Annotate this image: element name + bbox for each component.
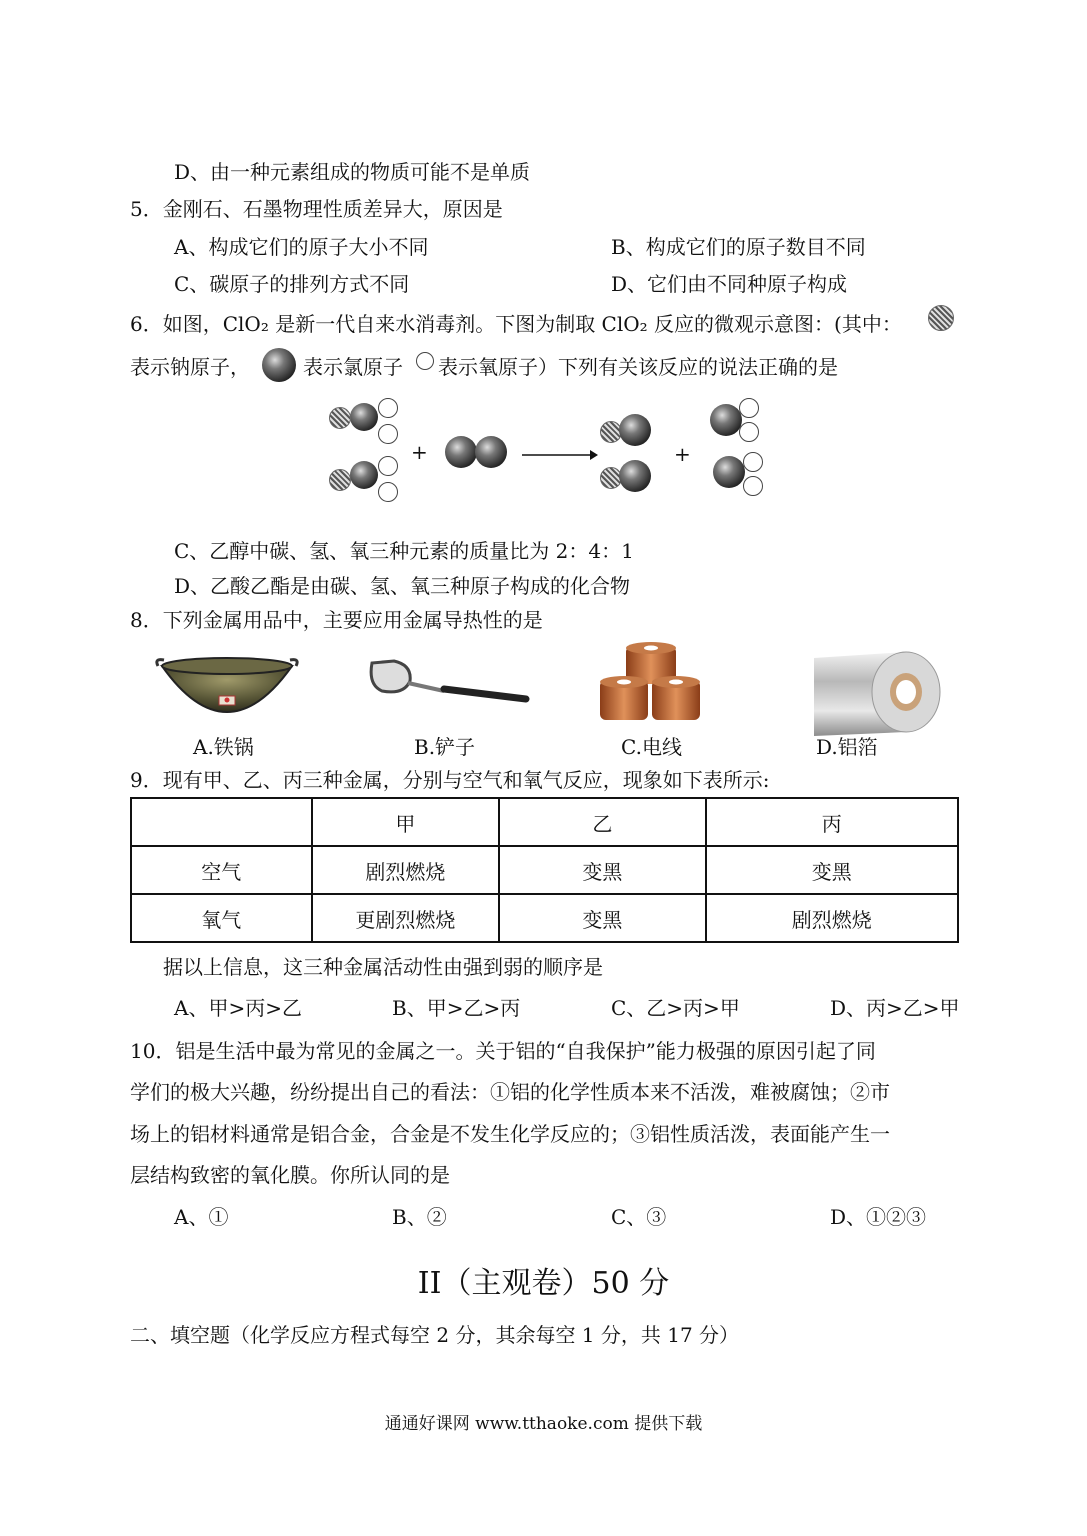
oxygen-atom (743, 476, 763, 496)
option-b-label: B.铲子 (414, 735, 476, 759)
chlorine-atom (475, 436, 507, 468)
chlorine-atom-legend-icon (262, 348, 296, 382)
plus-sign: + (411, 440, 428, 464)
q5-stem: 5．金刚石、石墨物理性质差异大，原因是 (130, 197, 503, 221)
q9-option-a: A、甲>丙>乙 (174, 996, 302, 1020)
q9-question: 据以上信息，这三种金属活动性由强到弱的顺序是 (163, 955, 603, 979)
q6-stem-line2a: 表示钠原子， (130, 355, 250, 379)
page-footer: 通通好课网 www.tthaoke.com 提供下载 (384, 1414, 703, 1434)
chlorine-atom (619, 460, 651, 492)
iron-wok-image (152, 648, 302, 728)
section-heading: 二、填空题（化学反应方程式每空 2 分，其余每空 1 分，共 17 分） (130, 1323, 740, 1347)
table-header-cell (131, 798, 312, 846)
q6-stem-line2b: 表示氯原子 (303, 355, 403, 379)
chlorine-atom (713, 456, 745, 488)
chlorine-atom (619, 414, 651, 446)
copper-wire-image (596, 640, 706, 728)
q10-line3: 场上的铝材料通常是铝合金，合金是不发生化学反应的；③铝性质活泼，表面能产生一 (130, 1122, 890, 1146)
table-cell: 氧气 (131, 894, 312, 942)
oxygen-atom (378, 424, 398, 444)
q10-option-a: A、① (174, 1205, 229, 1229)
q8-stem: 8．下列金属用品中，主要应用金属导热性的是 (130, 608, 543, 632)
q9-stem: 9．现有甲、乙、丙三种金属，分别与空气和氧气反应，现象如下表所示: (130, 768, 770, 792)
oxygen-atom (739, 398, 759, 418)
q5-option-d: D、它们由不同种原子构成 (611, 272, 848, 296)
chlorine-atom (445, 436, 477, 468)
plus-sign: + (674, 442, 691, 466)
q10-option-b: B、② (392, 1205, 447, 1229)
q5-option-c: C、碳原子的排列方式不同 (174, 272, 410, 296)
metal-reaction-table (130, 797, 959, 943)
q6-stem-line1: 6．如图，ClO₂ 是新一代自来水消毒剂。下图为制取 ClO₂ 反应的微观示意图：(其中： (130, 312, 902, 336)
table-cell: 变黑 (706, 846, 958, 894)
q9-option-b: B、甲>乙>丙 (392, 996, 521, 1020)
q6-stem-line2c: 表示氧原子）下列有关该反应的说法正确的是 (438, 355, 838, 379)
sodium-atom (329, 469, 351, 491)
q5-option-b: B、构成它们的原子数目不同 (611, 235, 866, 259)
q7-option-d: D、乙酸乙酯是由碳、氢、氧三种原子构成的化合物 (174, 574, 631, 598)
table-row (131, 846, 958, 894)
q5-option-a: A、构成它们的原子大小不同 (174, 235, 429, 259)
table-cell: 变黑 (499, 846, 706, 894)
table-cell: 变黑 (499, 894, 706, 942)
table-header-cell: 乙 (499, 798, 706, 846)
table-row (131, 894, 958, 942)
reaction-arrow-icon (522, 448, 598, 462)
table-header-row (131, 798, 958, 846)
q10-line1: 10．铝是生活中最为常见的金属之一。关于铝的“自我保护”能力极强的原因引起了同 (130, 1039, 876, 1063)
table-cell: 剧烈燃烧 (312, 846, 500, 894)
sodium-atom-legend-icon (928, 305, 954, 331)
spatula-image (364, 655, 534, 715)
table-header-cell: 甲 (312, 798, 500, 846)
option-a-label: A.铁锅 (193, 735, 254, 759)
q10-line2: 学们的极大兴趣，纷纷提出自己的看法：①铝的化学性质本来不活泼，难被腐蚀；②市 (130, 1080, 890, 1104)
aluminum-foil-image (806, 650, 946, 736)
oxygen-atom-legend-icon (416, 352, 434, 370)
oxygen-atom (743, 452, 763, 472)
chlorine-atom (350, 403, 378, 431)
oxygen-atom (378, 456, 398, 476)
option-d-label: D.铝箔 (816, 735, 878, 759)
q10-option-c: C、③ (611, 1205, 667, 1229)
option-c-label: C.电线 (621, 735, 682, 759)
q9-option-c: C、乙>丙>甲 (611, 996, 740, 1020)
oxygen-atom (378, 398, 398, 418)
table-cell: 空气 (131, 846, 312, 894)
chlorine-atom (710, 404, 742, 436)
oxygen-atom (739, 422, 759, 442)
oxygen-atom (378, 482, 398, 502)
sodium-atom (329, 407, 351, 429)
table-cell: 更剧烈燃烧 (312, 894, 500, 942)
q4-option-d: D、由一种元素组成的物质可能不是单质 (174, 160, 531, 184)
chlorine-atom (350, 461, 378, 489)
q9-option-d: D、丙>乙>甲 (830, 996, 960, 1020)
table-cell: 剧烈燃烧 (706, 894, 958, 942)
q7-option-c: C、乙醇中碳、氢、氧三种元素的质量比为 2：4：1 (174, 539, 634, 563)
q10-option-d: D、①②③ (830, 1205, 927, 1229)
q10-line4: 层结构致密的氧化膜。你所认同的是 (130, 1163, 450, 1187)
table-header-cell: 丙 (706, 798, 958, 846)
section-title: II（主观卷）50 分 (417, 1266, 670, 1301)
